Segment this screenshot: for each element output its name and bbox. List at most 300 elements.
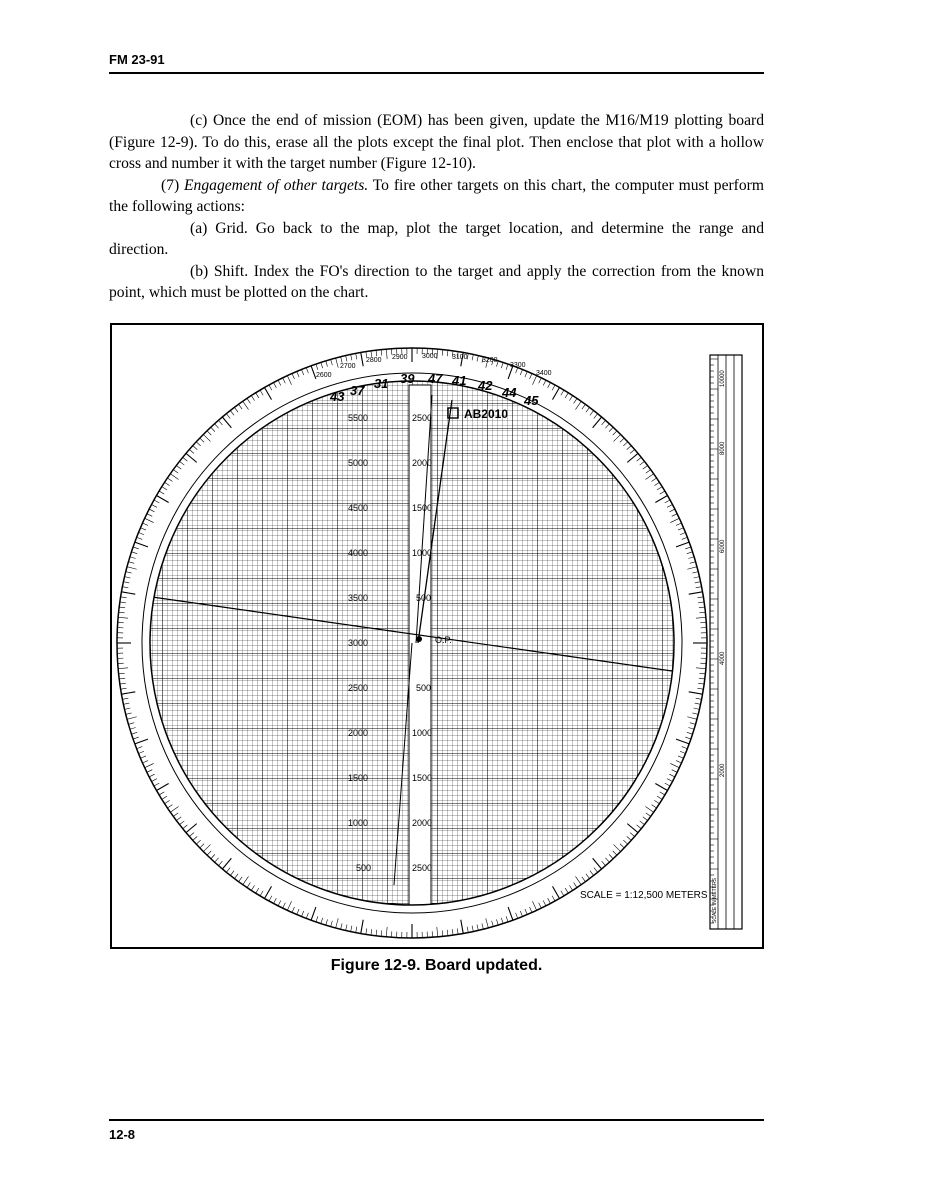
azimuth-tick	[520, 911, 522, 917]
azimuth-tick	[590, 871, 594, 876]
azimuth-tick	[574, 883, 577, 888]
azimuth-tick	[678, 756, 684, 758]
grid-label-5500: 5500	[348, 413, 369, 423]
center-label-10: 2500	[412, 863, 433, 873]
ruler-label-2000: 2000	[720, 763, 726, 777]
azimuth-tick	[657, 487, 662, 490]
azimuth-tick	[482, 923, 483, 929]
grid-label-500: 500	[356, 863, 372, 873]
azimuth-tick	[149, 509, 154, 512]
azimuth-tick	[247, 398, 250, 403]
azimuth-tick	[189, 449, 194, 453]
azimuth-tick	[119, 678, 125, 679]
azimuth-tick	[689, 692, 703, 694]
azimuth-tick	[162, 487, 167, 490]
azimuth-tick	[609, 427, 613, 431]
paragraph-b: (b) Shift. Index the FO's direction to the target and apply the correction from the known point, which must be plotted on the chart.	[109, 262, 764, 301]
azimuth-tick	[321, 362, 323, 368]
target-label: AB2010	[464, 407, 509, 421]
azimuth-tick	[643, 465, 648, 469]
azimuth-tick	[118, 668, 128, 669]
center-label-2: 2000	[412, 458, 433, 468]
azimuth-tick	[301, 369, 303, 375]
azimuth-tick	[180, 461, 185, 465]
az-label-3200: 3200	[482, 357, 498, 364]
azimuth-tick	[569, 885, 572, 890]
azimuth-tick	[698, 602, 704, 603]
azimuth-tick	[265, 388, 272, 400]
azimuth-tick	[301, 911, 303, 917]
azimuth-tick	[386, 927, 387, 937]
azimuth-tick	[121, 597, 127, 598]
azimuth-tick	[637, 457, 642, 461]
hw-number-8: 44	[502, 385, 517, 400]
azimuth-tick	[637, 825, 642, 829]
grid-label-3500: 3500	[348, 593, 369, 603]
azimuth-tick	[654, 482, 659, 485]
azimuth-tick	[311, 907, 316, 920]
azimuth-tick	[594, 414, 598, 419]
azimuth-tick	[575, 876, 581, 884]
azimuth-tick	[193, 836, 197, 840]
hw-number-1: 43	[330, 389, 345, 404]
azimuth-tick	[645, 474, 653, 480]
azimuth-tick	[346, 356, 347, 362]
azimuth-tick	[234, 874, 238, 879]
azimuth-tick	[336, 918, 339, 928]
azimuth-tick	[346, 925, 347, 931]
azimuth-tick	[548, 898, 551, 903]
azimuth-tick	[699, 673, 705, 674]
az-label-2900: 2900	[392, 354, 408, 361]
azimuth-tick	[472, 926, 473, 932]
azimuth-tick	[696, 668, 706, 669]
azimuth-tick	[525, 371, 527, 377]
azimuth-tick	[147, 514, 152, 517]
azimuth-tick	[137, 537, 143, 539]
azimuth-tick	[356, 927, 357, 933]
azimuth-tick	[180, 821, 185, 825]
azimuth-tick	[361, 920, 363, 934]
azimuth-tick	[539, 378, 542, 383]
azimuth-tick	[366, 928, 367, 934]
azimuth-tick	[381, 350, 382, 356]
paragraph-7-rest: To fire other targets on this chart, the computer must perform the following actions:	[109, 176, 764, 215]
azimuth-tick	[126, 713, 132, 714]
azimuth-tick	[655, 784, 667, 791]
azimuth-tick	[582, 877, 586, 882]
azimuth-tick	[630, 449, 635, 453]
grid-label-4500: 4500	[348, 503, 369, 513]
azimuth-tick	[256, 888, 259, 893]
azimuth-tick	[437, 927, 438, 937]
azimuth-tick	[215, 858, 219, 862]
azimuth-tick	[553, 886, 560, 898]
azimuth-tick	[506, 364, 508, 370]
azimuth-tick	[145, 763, 154, 767]
azimuth-tick	[239, 404, 243, 409]
azimuth-tick	[620, 438, 624, 442]
paragraph-c: (c) Once the end of mission (EOM) has been given, update the M16/M19 plotting board (Figure 12-9). To do this, erase all the plots except the final plot. Then enclose that plot with a hollow cross and number it with the target number (Figure 12-10).	[109, 112, 764, 172]
azimuth-tick	[687, 567, 697, 570]
azimuth-tick	[247, 883, 250, 888]
azimuth-tick	[154, 783, 159, 786]
azimuth-tick	[685, 737, 691, 739]
azimuth-tick	[593, 417, 602, 428]
azimuth-tick	[152, 505, 157, 508]
azimuth-tick	[265, 886, 272, 898]
azimuth-tick	[477, 356, 478, 362]
azimuth-tick	[120, 602, 126, 603]
page-number: 12-8	[109, 1127, 136, 1142]
azimuth-tick	[613, 431, 617, 435]
azimuth-tick	[260, 891, 263, 896]
azimuth-tick	[520, 369, 522, 375]
azimuth-tick	[167, 805, 172, 808]
azimuth-tick	[640, 461, 645, 465]
azimuth-tick	[138, 751, 144, 753]
azimuth-tick	[620, 844, 624, 848]
ruler-label-10000: 10000	[720, 370, 726, 387]
azimuth-tick	[492, 921, 494, 927]
azimuth-tick	[269, 385, 272, 390]
azimuth-tick	[670, 518, 679, 522]
azimuth-tick	[614, 845, 621, 852]
azimuth-tick	[543, 901, 546, 906]
hw-number-5: 47	[428, 371, 443, 386]
azimuth-tick	[127, 567, 137, 570]
azimuth-tick	[316, 364, 318, 370]
paragraph-7-lead: (7)	[161, 176, 185, 194]
azimuth-tick	[131, 732, 137, 734]
hw-number-3: 31	[374, 376, 389, 391]
azimuth-tick	[256, 393, 259, 398]
azimuth-tick	[274, 383, 277, 388]
hw-number-7: 42	[478, 378, 493, 393]
paragraph-7	[109, 175, 764, 218]
azimuth-tick	[260, 390, 263, 395]
azimuth-tick	[552, 385, 555, 390]
azimuth-tick	[667, 779, 672, 782]
azimuth-tick	[167, 478, 172, 481]
azimuth-tick	[173, 813, 178, 817]
azimuth-tick	[351, 354, 352, 360]
azimuth-tick	[149, 774, 154, 777]
azimuth-tick	[269, 896, 272, 901]
center-label-9: 2000	[412, 818, 433, 828]
azimuth-tick	[645, 806, 653, 812]
azimuth-tick	[121, 688, 127, 689]
azimuth-tick	[442, 930, 443, 936]
az-label-2800: 2800	[366, 357, 382, 364]
azimuth-tick	[697, 688, 703, 689]
azimuth-tick	[133, 547, 139, 549]
azimuth-tick	[477, 925, 478, 931]
azimuth-tick	[687, 732, 693, 734]
azimuth-tick	[297, 371, 299, 377]
azimuth-tick	[126, 572, 132, 573]
azimuth-tick	[694, 577, 700, 578]
azimuth-tick	[331, 921, 333, 927]
azimuth-tick	[516, 913, 518, 919]
azimuth-tick	[627, 446, 631, 450]
azimuth-tick	[127, 717, 137, 720]
azimuth-tick	[125, 708, 131, 709]
azimuth-tick	[569, 396, 572, 401]
azimuth-tick	[575, 401, 581, 409]
ruler-scale-label: SCALE IN METERS	[712, 877, 718, 923]
plotting-board-drawing	[112, 325, 762, 947]
center-label-4: 1000	[412, 548, 433, 558]
azimuth-tick	[121, 692, 135, 694]
azimuth-tick	[135, 542, 148, 547]
azimuth-tick	[586, 407, 590, 412]
azimuth-tick	[627, 836, 631, 840]
azimuth-tick	[698, 683, 704, 684]
azimuth-tick	[685, 547, 691, 549]
az-label-3300: 3300	[510, 362, 526, 369]
azimuth-tick	[692, 713, 698, 714]
center-label-7: 1000	[412, 728, 433, 738]
azimuth-tick	[687, 552, 693, 554]
azimuth-tick	[682, 747, 688, 749]
azimuth-tick	[376, 350, 377, 356]
azimuth-tick	[165, 482, 170, 485]
azimuth-tick	[676, 542, 689, 547]
azimuth-tick	[457, 928, 458, 934]
grid-label-3000: 3000	[348, 638, 369, 648]
grid-label-2500: 2500	[348, 683, 369, 693]
azimuth-tick	[128, 723, 134, 725]
azimuth-tick	[530, 907, 532, 912]
azimuth-tick	[251, 885, 254, 890]
azimuth-tick	[692, 572, 698, 573]
azimuth-tick	[605, 858, 609, 862]
azimuth-tick	[646, 813, 651, 817]
footer-rule	[109, 1119, 764, 1121]
azimuth-tick	[371, 351, 372, 357]
azimuth-tick	[157, 784, 169, 791]
azimuth-tick	[137, 747, 143, 749]
hw-number-2: 37	[350, 383, 365, 398]
azimuth-tick	[640, 821, 645, 825]
grid-label-5000: 5000	[348, 458, 369, 468]
grid-disc	[142, 375, 682, 915]
azimuth-tick	[381, 930, 382, 936]
azimuth-tick	[120, 683, 126, 684]
center-label-5: 500	[416, 593, 432, 603]
azimuth-tick	[226, 414, 230, 419]
azimuth-tick	[196, 442, 200, 446]
azimuth-tick	[695, 703, 701, 704]
azimuth-tick	[316, 916, 318, 922]
azimuth-tick	[676, 739, 689, 744]
center-label-3: 1500	[412, 503, 433, 513]
azimuth-tick	[133, 737, 139, 739]
azimuth-tick	[200, 844, 204, 848]
azimuth-tick	[130, 557, 136, 559]
azimuth-tick	[122, 587, 128, 588]
azimuth-tick	[230, 871, 234, 876]
azimuth-tick	[643, 817, 648, 821]
azimuth-tick	[306, 913, 308, 919]
azimuth-tick	[665, 783, 670, 786]
azimuth-tick	[386, 349, 387, 359]
azimuth-tick	[207, 851, 211, 855]
azimuth-tick	[565, 393, 568, 398]
azimuth-tick	[501, 918, 503, 924]
azimuth-tick	[582, 404, 586, 409]
azimuth-tick	[183, 825, 188, 829]
azimuth-tick	[676, 761, 681, 763]
hw-number-4: 39	[400, 371, 415, 386]
op-label: O.P.	[435, 635, 452, 645]
azimuth-tick	[614, 434, 621, 441]
azimuth-tick	[652, 478, 657, 481]
azimuth-tick	[143, 761, 148, 763]
azimuth-tick	[215, 424, 219, 428]
azimuth-tick	[696, 587, 702, 588]
azimuth-tick	[680, 751, 686, 753]
azimuth-tick	[670, 509, 675, 512]
azimuth-tick	[170, 806, 178, 812]
azimuth-tick	[356, 353, 357, 359]
azimuth-tick	[336, 358, 339, 368]
azimuth-tick	[183, 457, 188, 461]
azimuth-tick	[561, 390, 564, 395]
azimuth-tick	[341, 357, 342, 363]
azimuth-tick	[287, 376, 291, 385]
azimuth-tick	[590, 411, 594, 416]
azimuth-tick	[159, 792, 164, 795]
azimuth-tick	[176, 465, 181, 469]
azimuth-tick	[211, 854, 215, 858]
azimuth-tick	[119, 673, 125, 674]
azimuth-tick	[351, 926, 352, 932]
azimuth-tick	[130, 727, 136, 729]
azimuth-tick	[226, 868, 230, 873]
azimuth-tick	[152, 779, 157, 782]
azimuth-tick	[602, 861, 606, 866]
azimuth-tick	[230, 411, 234, 416]
center-label-8: 1500	[412, 773, 433, 783]
az-label-3100: 3100	[452, 354, 468, 361]
azimuth-tick	[376, 930, 377, 936]
azimuth-tick	[274, 898, 277, 903]
azimuth-tick	[251, 396, 254, 401]
azimuth-tick	[690, 723, 696, 725]
azimuth-tick	[670, 763, 679, 767]
azimuth-tick	[665, 500, 670, 503]
azimuth-tick	[699, 612, 705, 613]
azimuth-tick	[508, 907, 513, 920]
azimuth-tick	[486, 918, 489, 928]
body-text	[109, 110, 764, 304]
azimuth-tick	[125, 577, 131, 578]
azimuth-tick	[138, 532, 144, 534]
azimuth-tick	[173, 470, 178, 474]
azimuth-tick	[699, 607, 705, 608]
azimuth-tick	[143, 523, 148, 525]
azimuth-tick	[283, 903, 286, 908]
azimuth-tick	[447, 930, 448, 936]
az-label-3000: 3000	[422, 353, 438, 360]
hw-number-9: 45	[524, 393, 539, 408]
grid-label-1500: 1500	[348, 773, 369, 783]
azimuth-tick	[543, 380, 546, 385]
azimuth-tick	[472, 354, 473, 360]
azimuth-tick	[553, 388, 560, 400]
azimuth-tick	[539, 903, 542, 908]
azimuth-tick	[326, 919, 328, 925]
azimuth-tick	[287, 901, 291, 910]
azimuth-tick	[586, 874, 590, 879]
azimuth-tick	[297, 909, 299, 915]
azimuth-tick	[140, 528, 146, 530]
azimuth-tick	[561, 891, 564, 896]
azimuth-tick	[196, 840, 200, 844]
azimuth-tick	[627, 453, 638, 462]
azimuth-tick	[239, 877, 243, 882]
azimuth-tick	[461, 920, 463, 934]
figure-plotting-board	[110, 323, 764, 949]
azimuth-tick	[654, 800, 659, 803]
azimuth-tick	[147, 770, 152, 773]
azimuth-tick	[278, 380, 281, 385]
center-label-1: 2500	[412, 413, 433, 423]
azimuth-tick	[154, 500, 159, 503]
azimuth-tick	[672, 514, 677, 517]
azimuth-tick	[165, 800, 170, 803]
azimuth-tick	[623, 442, 627, 446]
azimuth-tick	[670, 774, 675, 777]
azimuth-tick	[699, 678, 705, 679]
azimuth-tick	[371, 929, 372, 935]
azimuth-tick	[602, 420, 606, 425]
azimuth-tick	[292, 374, 294, 379]
azimuth-tick	[121, 592, 135, 594]
azimuth-tick	[672, 770, 677, 773]
azimuth-tick	[278, 901, 281, 906]
az-label-2700: 2700	[340, 363, 356, 370]
azimuth-tick	[131, 552, 137, 554]
azimuth-tick	[593, 858, 602, 869]
azimuth-tick	[200, 438, 204, 442]
azimuth-tick	[506, 916, 508, 922]
grid-label-4000: 4000	[348, 548, 369, 558]
azimuth-tick	[119, 607, 125, 608]
azimuth-tick	[186, 453, 197, 462]
azimuth-tick	[574, 398, 577, 403]
azimuth-tick	[135, 739, 148, 744]
azimuth-tick	[162, 796, 167, 799]
azimuth-tick	[594, 868, 598, 873]
ruler-label-8000: 8000	[720, 441, 726, 455]
azimuth-tick	[687, 717, 697, 720]
azimuth-tick	[696, 617, 706, 618]
azimuth-tick	[525, 909, 527, 915]
azimuth-tick	[630, 833, 635, 837]
scale-label: SCALE = 1:12,500 METERS	[580, 890, 708, 901]
azimuth-tick	[609, 854, 613, 858]
op-marker	[416, 636, 422, 642]
header-rule	[109, 72, 764, 74]
azimuth-tick	[159, 491, 164, 494]
azimuth-tick	[694, 708, 700, 709]
azimuth-tick	[605, 424, 609, 428]
azimuth-tick	[652, 805, 657, 808]
azimuth-tick	[676, 523, 681, 525]
